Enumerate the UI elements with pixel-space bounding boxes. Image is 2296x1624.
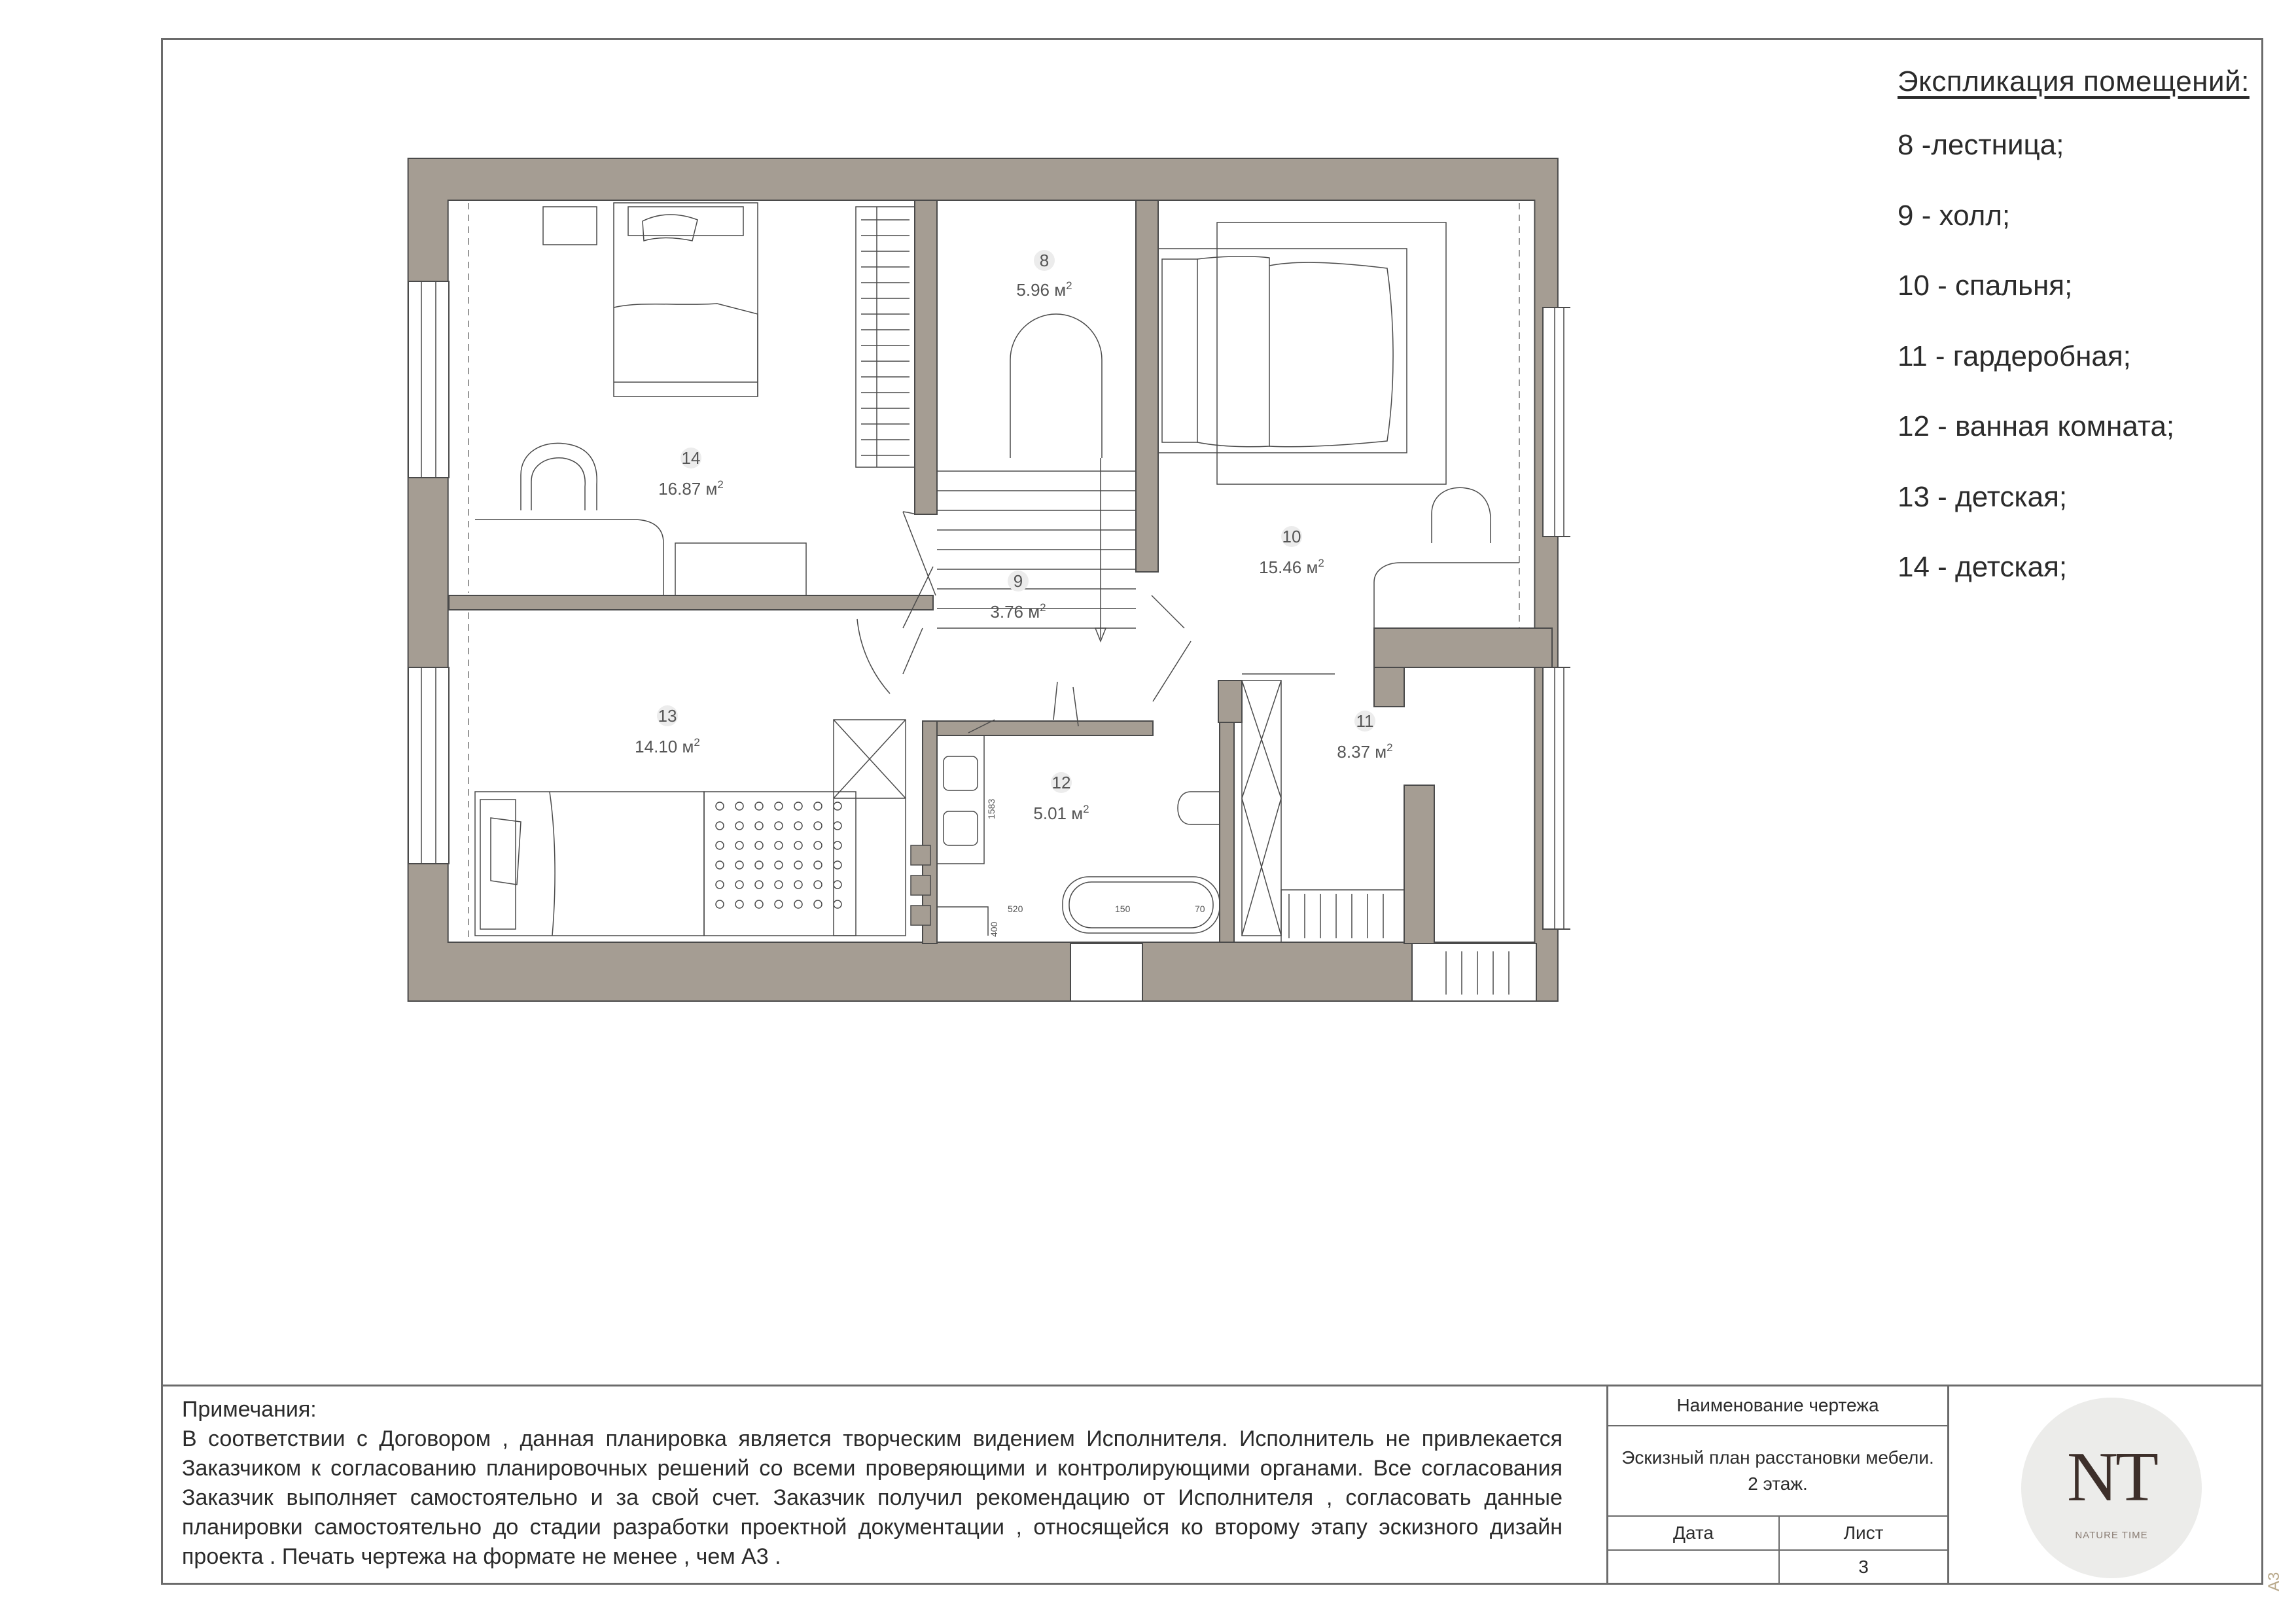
bed-room10: [1158, 249, 1407, 453]
notes-text: В соответствии с Договором , данная планировка является творческим видением Исполнителя. Исполнитель не привлекается Заказчиком к согласованию планировочных решений со всеми проверяющими и контролирующими органами. Все согласования Заказчик выполняет самостоятельно и за свой счет. Заказчик получил рекомендацию от Исполнителя , согласовать данные планировки самостоятельно до стадии разработки проектной документации , относящейся ко второму этапу эскизного дизайн проекта . Печать чертежа на формате не менее , чем А3 .: [182, 1426, 1563, 1569]
logo-initials: NT: [2067, 1438, 2156, 1516]
wall-bath-right: [1220, 720, 1234, 942]
window-w2: [408, 667, 449, 864]
wall-bedroom-return: [1374, 628, 1552, 667]
legend-title: Экспликация помещений:: [1898, 65, 2250, 97]
dim-520: 520: [1008, 904, 1023, 914]
legend-item: 12 - ванная комната;: [1898, 410, 2175, 442]
room-10-number: 10: [1282, 527, 1301, 546]
drawing-name-label: Наименование чертежа: [1676, 1395, 1879, 1415]
column-blocks: [911, 845, 930, 925]
room-labels: [635, 250, 1392, 823]
legend-item: 10 - спальня;: [1898, 270, 2073, 302]
date-label: Дата: [1672, 1523, 1714, 1543]
room-14-area: 16.87 $м^2$: [658, 478, 724, 499]
legend-item: 8 -лестница;: [1898, 129, 2064, 161]
floor-plan: [393, 144, 1570, 1014]
room-12-area: 5.01 $м^2$: [1033, 803, 1089, 823]
room-13-number: 13: [658, 706, 677, 726]
bed-room13: [475, 792, 704, 936]
legend-item: 9 - холл;: [1898, 199, 2011, 232]
bed-room14: [614, 203, 758, 397]
wardrobe-room14: [856, 207, 915, 467]
chair-room10: [1432, 487, 1491, 543]
notes-title: Примечания:: [182, 1397, 317, 1422]
wardrobe-room13: [834, 720, 906, 936]
room-8-number: 8: [1039, 251, 1050, 270]
dim-400: 400: [989, 921, 999, 937]
hangers-room14: [861, 220, 910, 455]
window-s1: [1070, 944, 1142, 1001]
wall-stub-right: [1374, 667, 1404, 707]
room-11-area: 8.37 $м^2$: [1337, 741, 1393, 762]
chair-room14: [521, 443, 597, 510]
legend-list: [1898, 131, 2264, 624]
wall-closet-right: [1404, 785, 1434, 944]
sheet-label: Лист: [1843, 1523, 1884, 1543]
room-14-number: 14: [681, 448, 701, 468]
wall-stair-left: [915, 200, 937, 514]
sheet-value: 3: [1858, 1557, 1869, 1577]
outer-walls: [408, 158, 1558, 1001]
dim-150: 150: [1115, 904, 1131, 914]
room-9-number: 9: [1013, 571, 1023, 591]
window-e2: [1543, 667, 1570, 929]
wall-bath-top: [937, 721, 1153, 735]
logo-name: NATURE TIME: [2075, 1530, 2148, 1541]
wall-stair-right: [1136, 200, 1158, 572]
title-stamp: [1606, 1386, 1947, 1585]
date-value: [1608, 1551, 1778, 1583]
bath-dimensions: [986, 799, 1205, 937]
legend-item: 14 - детская;: [1898, 551, 2068, 583]
sheet-format: А3: [2265, 1572, 2283, 1591]
wall-rooms-13-14: [449, 595, 933, 610]
room-12-number: 12: [1051, 773, 1071, 792]
drawing-name-line2: 2 этаж.: [1748, 1474, 1808, 1494]
logo-area: [1947, 1386, 2263, 1585]
staircase: [937, 314, 1136, 641]
legend-item: 11 - гардеробная;: [1898, 340, 2131, 372]
window-w1: [408, 281, 449, 478]
dim-70: 70: [1195, 904, 1205, 914]
wall-closet-left: [1218, 680, 1242, 722]
rug-dots: [716, 802, 841, 908]
room-11-number: 11: [1356, 711, 1374, 731]
drawing-name-line1: Эскизный план расстановки мебели.: [1621, 1447, 1934, 1468]
room-8-area: 5.96 $м^2$: [1016, 279, 1072, 300]
room-13-area: 14.10 $м^2$: [635, 736, 700, 756]
rooms-legend: [1898, 65, 2264, 624]
room-10-area: 15.46 $м^2$: [1259, 557, 1324, 577]
wardrobe-room11: [1242, 680, 1281, 936]
window-e1: [1543, 308, 1570, 537]
legend-item: 13 - детская;: [1898, 480, 2068, 513]
bathroom-fixtures: [937, 735, 1220, 936]
notes-block: [182, 1395, 1563, 1572]
window-s2: [1412, 944, 1536, 1001]
room-9-area: 3.76 $м^2$: [990, 601, 1046, 622]
logo: [2021, 1398, 2202, 1578]
dim-1583: 1583: [986, 798, 997, 819]
